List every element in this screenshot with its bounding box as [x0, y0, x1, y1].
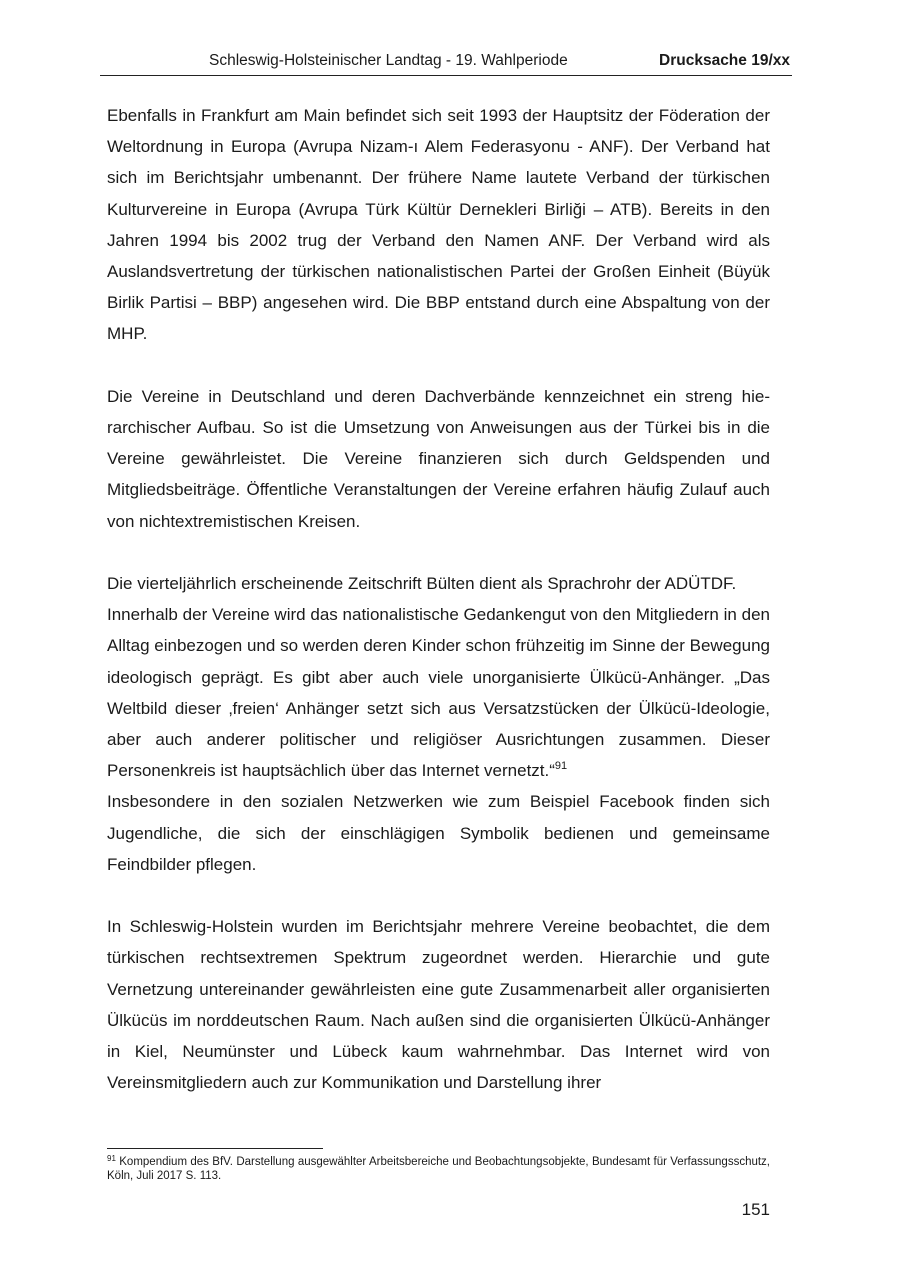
paragraph-gedankengut-text: Innerhalb der Vereine wird das nationalistische Gedankengut von den Mitgliedern in den Alltag einbezogen und so werden deren Kinder schon frühzeitig im Sinne der Bewegung ideologisch geprägt. Es gibt aber auch viele unorganisierte Ülkücü-Anhänger. „Das Weltbild dieser ‚freien‘ Anhänger setzt sich aus Versatzstücken der Ülkücü-Ideologie, aber auch anderer politischer und religiöser Ausrichtungen zusammen. Dieser Personenkreis ist hauptsächlich über das Internet vernetzt.“ [107, 605, 770, 781]
footnote-reference[interactable]: 91 [554, 760, 568, 773]
paragraph-anf: Ebenfalls in Frankfurt am Main befindet sich seit 1993 der Hauptsitz der Föderation der Weltordnung in Europa (Avrupa Nizam-ı Alem Federasyonu - ANF). Der Verband hat sich im Berichtsjahr umbenannt. Der frühere Name lautete Verband der türkischen Kulturvereine in Europa (Avrupa Türk Kültür Dernekleri Birliği – ATB). Bereits in den Jahren 1994 bis 2002 trug der Verband den Namen ANF. Der Verband wird als Auslandsvertretung der türkischen nationalistischen Partei der Großen Einheit (Büyük Birlik Partisi – BBP) angesehen wird. Die BBP entstand durch eine Abspaltung von der MHP. [107, 106, 770, 344]
footnote-text: Kompendium des BfV. Darstellung ausgewählter Arbeitsbereiche und Beobachtungsobjekte, Bundesamt für Verfassungsschutz, Köln, Juli 2017 S. 113. [107, 1156, 770, 1182]
footnote-divider [107, 1148, 323, 1149]
paragraph-schleswig-holstein: In Schleswig-Holstein wurden im Berichtsjahr mehrere Vereine beobachtet, die dem türkischen rechtsextremen Spektrum zugeordnet werden. Hierarchie und gute Vernetzung untereinander gewährleisten eine gute Zusammenarbeit aller organisierten Ülkücüs im norddeutschen Raum. Nach außen sind die organisierten Ülkücü-Anhänger in Kiel, Neumünster und Lübeck kaum wahrnehmbar. Das Internet wird von Vereinsmitgliedern auch zur Kommunikation und Darstellung ihrer [107, 917, 770, 1093]
paragraph-netzwerke: Insbesondere in den sozialen Netzwerken wie zum Beispiel Facebook finden sich Jugendliche, die sich der einschlägigen Symbolik bedienen und gemeinsame Feindbilder pflegen. [107, 792, 770, 874]
footnote-number: 91 [107, 1154, 116, 1163]
document-number: Drucksache 19/xx [659, 52, 790, 69]
page-number: 151 [741, 1200, 770, 1219]
body-text [107, 100, 770, 1098]
paragraph-gedankengut [107, 599, 770, 786]
paragraph-buelten: Die vierteljährlich erscheinende Zeitschrift Bülten dient als Sprachrohr der ADÜTDF. [107, 574, 737, 594]
header-title: Schleswig-Holsteinischer Landtag - 19. Wahlperiode [209, 52, 568, 69]
paragraph-vereine: Die Vereine in Deutschland und deren Dachverbände kennzeichnet ein streng hierarchischer Aufbau. So ist die Umsetzung von Anweisungen aus der Türkei bis in die Vereine gewährleistet. Die Vereine finanzieren sich durch Geldspenden und Mitgliedsbeiträge. Öffentliche Veranstaltungen der Vereine erfahren häufig Zulauf auch von nichtextremistischen Kreisen. [107, 386, 770, 531]
header-divider [100, 75, 792, 76]
footnote [107, 1155, 770, 1183]
page-header [100, 51, 792, 73]
